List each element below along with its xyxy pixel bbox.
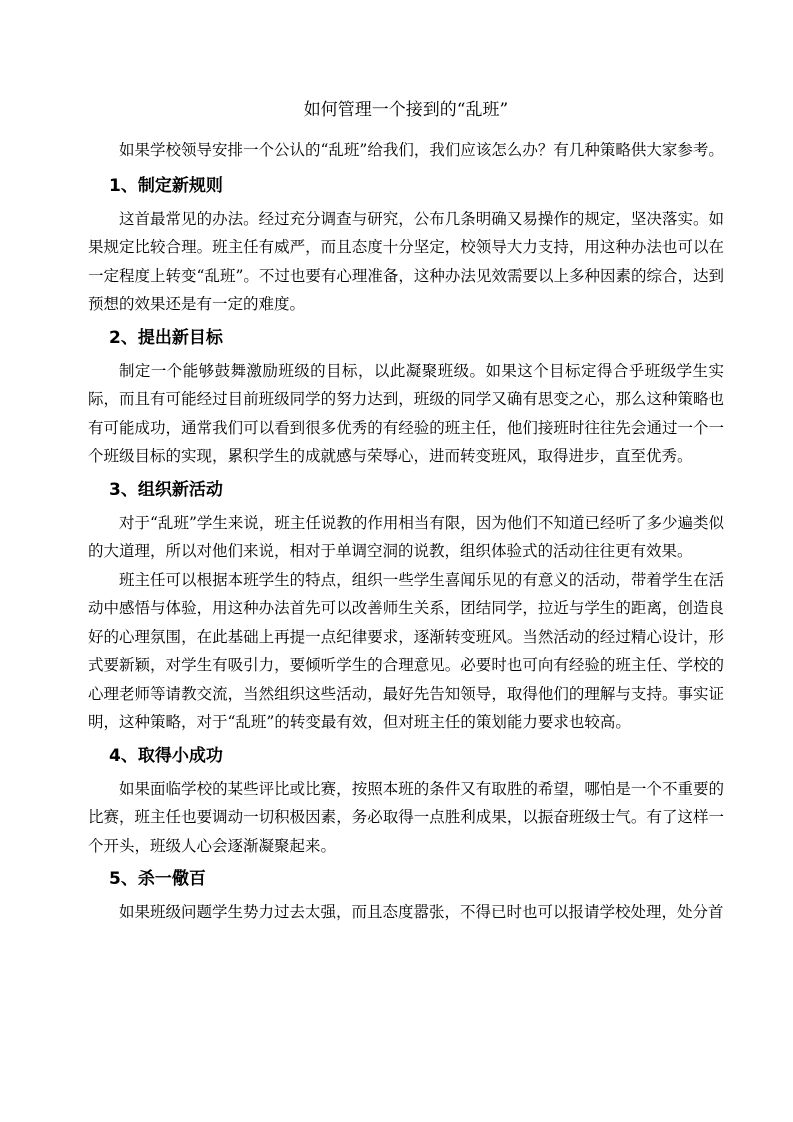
section-heading: 4、取得小成功 xyxy=(109,745,223,766)
section-paragraph: 班主任可以根据本班学生的特点，组织一些学生喜闻乐见的有意义的活动，带着学生在活动中感悟与体验，用这种办法首先可以改善师生关系，团结同学，拉近与学生的距离，创造良好的心理氛围，在此基础上再提一点纪律要求，逐渐转变班风。当然活动的经过精心设计，形式要新颖，对学生有吸引力，要倾听学生的合理意见。必要时也可向有经验的班主任、学校的心理老师等请教交流，当然组织这些活动，最好先告知领导，取得他们的理解与支持。事实证明，这种策略，对于“乱班”的转变最有效，但对班主任的策划能力要求也较高。 xyxy=(88,570,724,731)
intro-paragraph: 如果学校领导安排一个公认的“乱班”给我们，我们应该怎么办？有几种策略供大家参考。 xyxy=(119,141,724,159)
section-2 xyxy=(88,319,724,471)
document-title: 如何管理一个接到的“乱班” xyxy=(303,100,509,120)
section-3 xyxy=(88,471,724,737)
section-5 xyxy=(88,860,724,927)
section-paragraph: 如果班级问题学生势力过去太强，而且态度嚣张，不得已时也可以报请学校处理，处分首 xyxy=(119,903,724,921)
section-paragraph: 这首最常见的办法。经过充分调查与研究，公布几条明确又易操作的规定，坚决落实。如果规定比较合理。班主任有威严，而且态度十分坚定，校领导大力支持，用这种办法也可以在一定程度上转变“乱班”。不过也要有心理准备，这种办法见效需要以上多种因素的综合，达到预想的效果还是有一定的难度。 xyxy=(88,209,724,313)
section-heading: 2、提出新目标 xyxy=(109,327,223,348)
section-paragraph: 对于“乱班”学生来说，班主任说教的作用相当有限，因为他们不知道已经听了多少遍类似的大道理，所以对他们来说，相对于单调空洞的说教，组织体验式的活动往往更有效果。 xyxy=(88,513,724,560)
document-page xyxy=(88,88,724,927)
section-paragraph: 如果面临学校的某些评比或比赛，按照本班的条件又有取胜的希望，哪怕是一个不重要的比赛，班主任也要调动一切积极因素，务必取得一点胜利成果，以振奋班级士气。有了这样一个开头，班级人心会逐渐凝聚起来。 xyxy=(88,779,724,855)
section-heading: 5、杀一儆百 xyxy=(109,869,206,889)
section-heading: 3、组织新活动 xyxy=(109,479,223,500)
section-4 xyxy=(88,737,724,861)
section-heading: 1、制定新规则 xyxy=(109,175,223,196)
section-1 xyxy=(88,167,724,319)
section-paragraph: 制定一个能够鼓舞激励班级的目标，以此凝聚班级。如果这个目标定得合乎班级学生实际，而且有可能经过目前班级同学的努力达到，班级的同学又确有思变之心，那么这种策略也有可能成功，通常我们可以看到很多优秀的有经验的班主任，他们接班时往往先会通过一个一个班级目标的实现，累积学生的成就感与荣辱心，进而转变班风，取得进步，直至优秀。 xyxy=(88,361,724,465)
